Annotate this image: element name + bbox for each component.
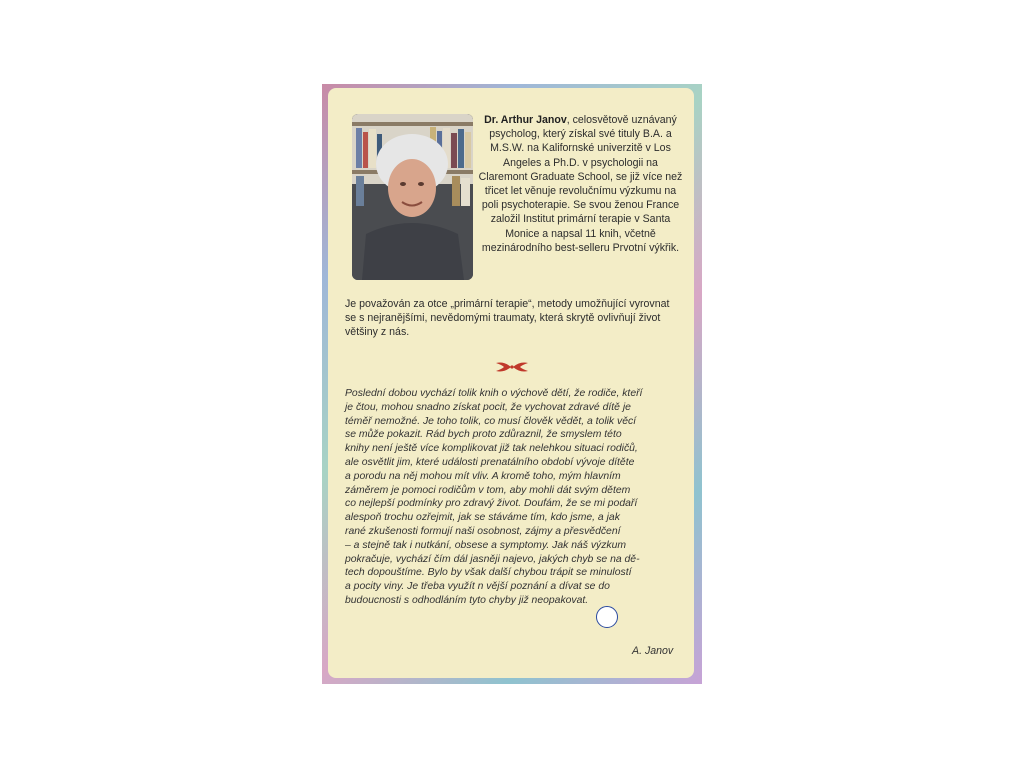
author-bio-continuation: Je považován za otce „primární terapie“, metody umožňující vyrovnat se s nejranějšími, nevědomými traumaty, která skrytě ovlivňují život většiny z nás. — [345, 298, 670, 339]
author-quote: Poslední dobou vychází tolik knih o výchově dětí, že rodiče, kteří je čtou, mohou snadno získat pocit, že vychovat zdravé dítě je téměř nemožné. Je toho tolik, co musí člověk vědět, a tolik věcí se může pokazit. Rád bych proto zdůraznil, že smyslem této knihy není ještě více komplikovat již tak nelehkou situaci rodičů, ale osvětlit jim, které události prenatálního období vývoje dítěte a porodu na něj mohou mít vliv. A kromě toho, mým hlavním záměrem je pomoci rodičům v tom, aby mohli dát svým dětem co nejlepší podmínky pro zdravý život. Doufám, že se mi podaří alespoň trochu ozřejmit, jak se stáváme tím, kdo jsme, a jak rané zkušenosti formují naši osobnost, zájmy a přesvědčení – a stejně tak i nutkání, obsese a symptomy. Jak náš výzkum pokračuje, vychází čím dál jasněji najevo, jakých chyb se na dě- tech dopouštíme. Bylo by však další chybou trápit se minulostí a pocity viny. Je třeba využít n vější poznání a dívat se do budoucnosti s odhodláním tyto chyby již neopakovat. — [345, 388, 643, 606]
quote-signature: A. Janov — [632, 645, 674, 657]
author-photo — [352, 114, 473, 280]
seal-stamp-icon — [596, 606, 618, 628]
author-bio-text: , celosvětově uznávaný psycholog, který získal své tituly B.A. a M.S.W. na Kalifornské univerzitě v Los Angeles a Ph.D. v psychologii na Claremont Graduate School, se již více než třicet let věnuje revolučnímu výzkumu na poli psychoterapie. Se svou ženou France založil Institut primární terapie v Santa Monice a napsal 11 knih, včetně mezinárodního best-selleru Prvotní výkřik. — [478, 114, 683, 254]
ornament-icon — [494, 359, 530, 375]
author-name: Dr. Arthur Janov — [484, 114, 567, 126]
author-bio — [478, 113, 683, 255]
